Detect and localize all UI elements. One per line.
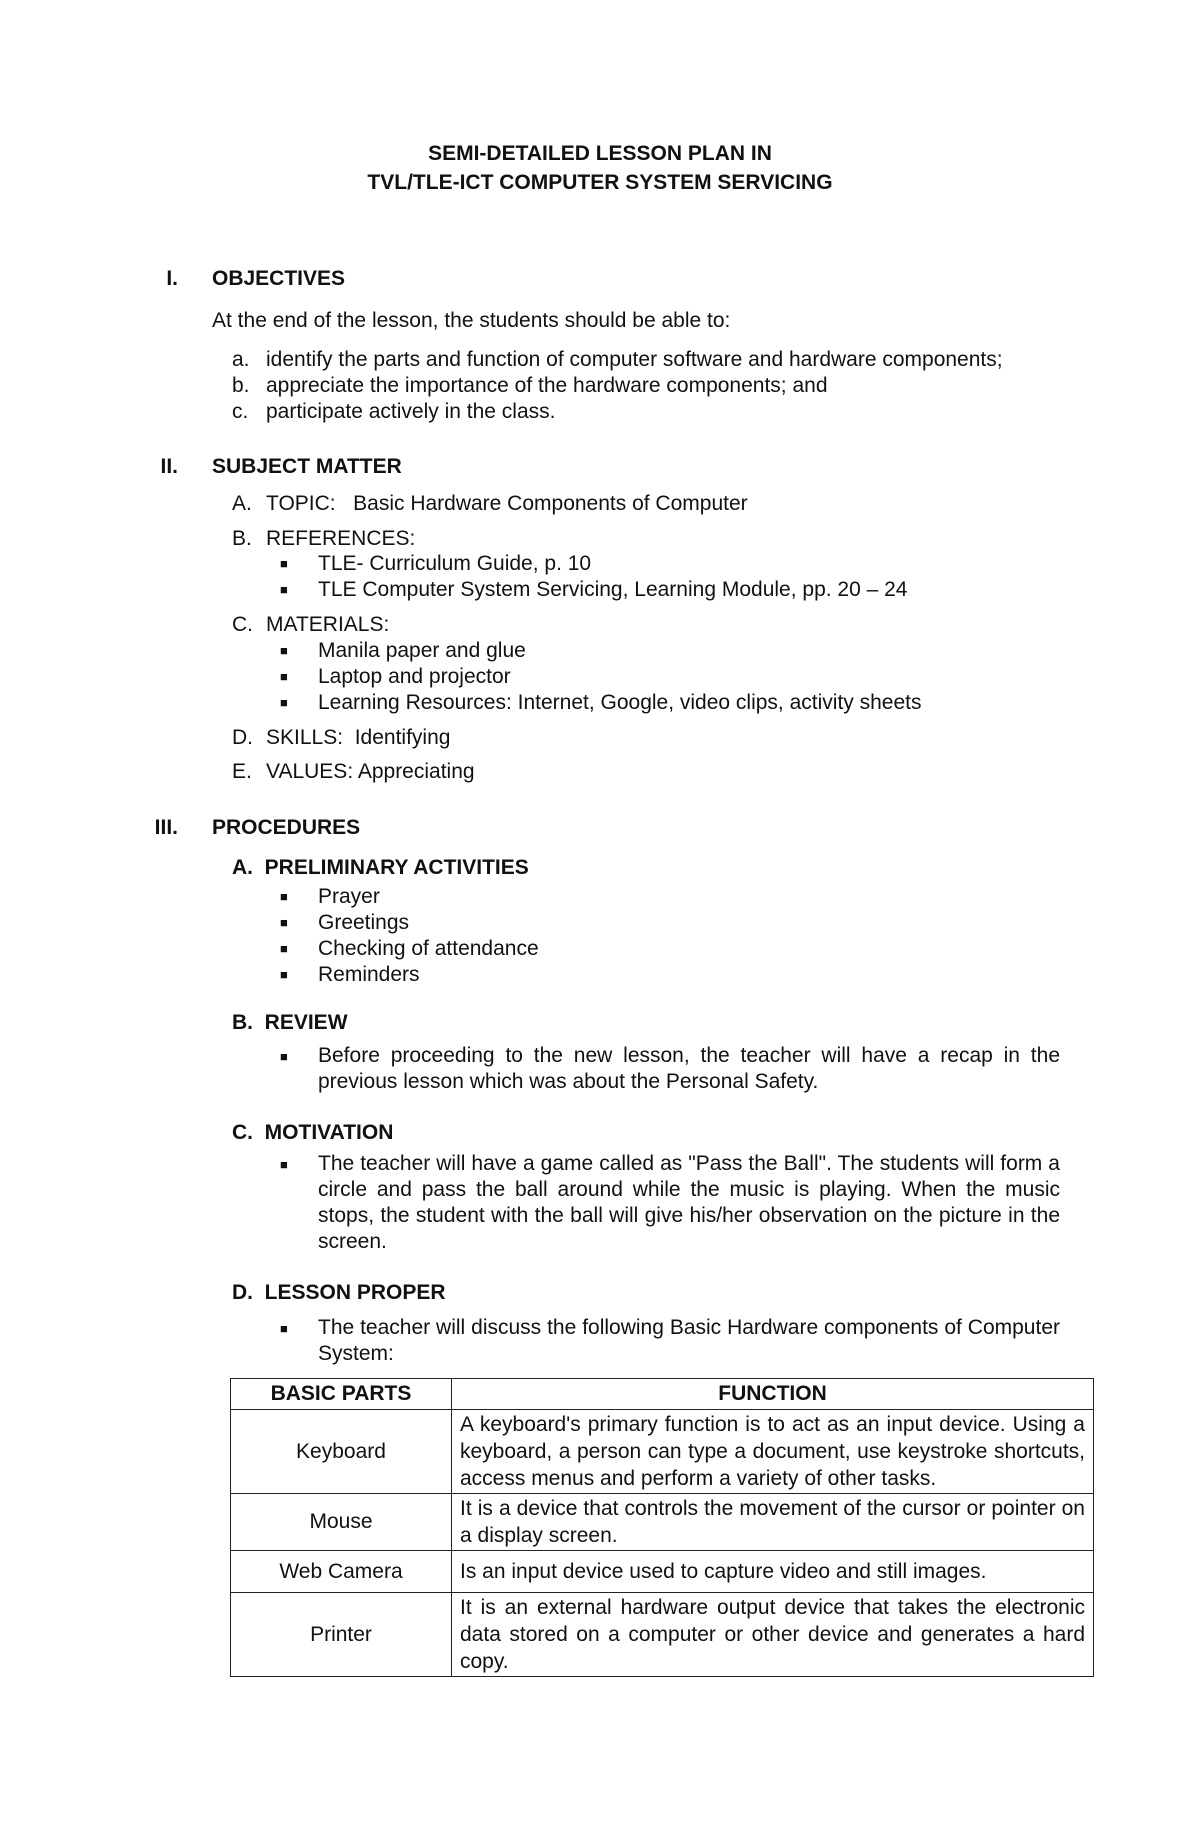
objective-label: b. <box>232 374 250 397</box>
part-function-cell: It is a device that controls the movement of the cursor or pointer on a display screen. <box>452 1494 1094 1551</box>
bullet-square-icon: ■ <box>280 889 288 904</box>
materials-label: C. <box>232 613 253 636</box>
table-row <box>231 1410 1094 1494</box>
section-heading-procedures: PROCEDURES <box>212 816 361 839</box>
bullet-square-icon: ■ <box>280 915 288 930</box>
preliminary-activities-heading: A. PRELIMINARY ACTIVITIES <box>232 856 529 879</box>
bullet-square-icon: ■ <box>280 695 288 710</box>
part-function-cell: A keyboard's primary function is to act as an input device. Using a keyboard, a person can type a document, use keystroke shortcuts, access menus and perform a variety of other tasks. <box>452 1410 1094 1494</box>
review-text: Before proceeding to the new lesson, the teacher will have a recap in the previous lesson which was about the Personal Safety. <box>318 1044 1060 1093</box>
table-row <box>231 1494 1094 1551</box>
preliminary-item: Greetings <box>318 911 410 934</box>
preliminary-item: Checking of attendance <box>318 937 539 960</box>
review-heading: B. REVIEW <box>232 1011 348 1034</box>
bullet-square-icon: ■ <box>280 1049 288 1064</box>
part-function-cell: Is an input device used to capture video and still images. <box>452 1551 1094 1593</box>
objective-text: participate actively in the class. <box>266 400 556 423</box>
bullet-square-icon: ■ <box>280 941 288 956</box>
hardware-parts-table <box>230 1378 1094 1677</box>
bullet-square-icon: ■ <box>280 556 288 571</box>
material-item: Laptop and projector <box>318 665 511 688</box>
bullet-square-icon: ■ <box>280 967 288 982</box>
table-row <box>231 1551 1094 1593</box>
topic-text: TOPIC: Basic Hardware Components of Computer <box>266 492 748 515</box>
preliminary-item: Reminders <box>318 963 420 986</box>
part-name-cell: Mouse <box>231 1494 452 1551</box>
values-label: E. <box>232 760 252 783</box>
bullet-square-icon: ■ <box>280 1321 288 1336</box>
lesson-proper-text: The teacher will discuss the following Basic Hardware components of Computer System: <box>318 1316 1060 1365</box>
references-label: B. <box>232 527 252 550</box>
document-title-line2: TVL/TLE-ICT COMPUTER SYSTEM SERVICING <box>367 171 833 194</box>
table-header-row <box>231 1379 1094 1410</box>
skills-text: SKILLS: Identifying <box>266 726 451 749</box>
section-numeral-procedures: III. <box>154 816 178 839</box>
part-name-cell: Keyboard <box>231 1410 452 1494</box>
material-item: Manila paper and glue <box>318 639 526 662</box>
objectives-intro: At the end of the lesson, the students should be able to: <box>212 309 731 332</box>
bullet-square-icon: ■ <box>280 582 288 597</box>
section-numeral-subject-matter: II. <box>160 455 178 478</box>
reference-item: TLE- Curriculum Guide, p. 10 <box>318 552 592 575</box>
part-name-cell: Printer <box>231 1593 452 1677</box>
objective-label: a. <box>232 348 250 371</box>
bullet-square-icon: ■ <box>280 669 288 684</box>
objective-text: appreciate the importance of the hardware components; and <box>266 374 828 397</box>
values-text: VALUES: Appreciating <box>266 760 475 783</box>
section-numeral-objectives: I. <box>166 267 178 290</box>
reference-item: TLE Computer System Servicing, Learning Module, pp. 20 – 24 <box>318 578 908 601</box>
skills-label: D. <box>232 726 253 749</box>
bullet-square-icon: ■ <box>280 1157 288 1172</box>
bullet-square-icon: ■ <box>280 643 288 658</box>
materials-text: MATERIALS: <box>266 613 390 636</box>
preliminary-item: Prayer <box>318 885 380 908</box>
lesson-proper-heading: D. LESSON PROPER <box>232 1281 446 1304</box>
table-row <box>231 1593 1094 1677</box>
motivation-text: The teacher will have a game called as "Pass the Ball". The students will form a circle and pass the ball around while the music is playing. When the music stops, the student with the ball will give his/her observation on the picture in the screen. <box>318 1152 1060 1253</box>
references-text: REFERENCES: <box>266 527 416 550</box>
document-title-line1: SEMI-DETAILED LESSON PLAN IN <box>428 142 772 165</box>
part-function-cell: It is an external hardware output device that takes the electronic data stored on a computer or other device and generates a hard copy. <box>452 1593 1094 1677</box>
objective-text: identify the parts and function of computer software and hardware components; <box>266 348 1003 371</box>
column-header-basic-parts: BASIC PARTS <box>231 1379 452 1410</box>
motivation-heading: C. MOTIVATION <box>232 1121 394 1144</box>
part-name-cell: Web Camera <box>231 1551 452 1593</box>
column-header-function: FUNCTION <box>452 1379 1094 1410</box>
topic-label: A. <box>232 492 252 515</box>
section-heading-objectives: OBJECTIVES <box>212 267 346 290</box>
section-heading-subject-matter: SUBJECT MATTER <box>212 455 402 478</box>
objective-label: c. <box>232 400 249 423</box>
material-item: Learning Resources: Internet, Google, video clips, activity sheets <box>318 691 922 714</box>
